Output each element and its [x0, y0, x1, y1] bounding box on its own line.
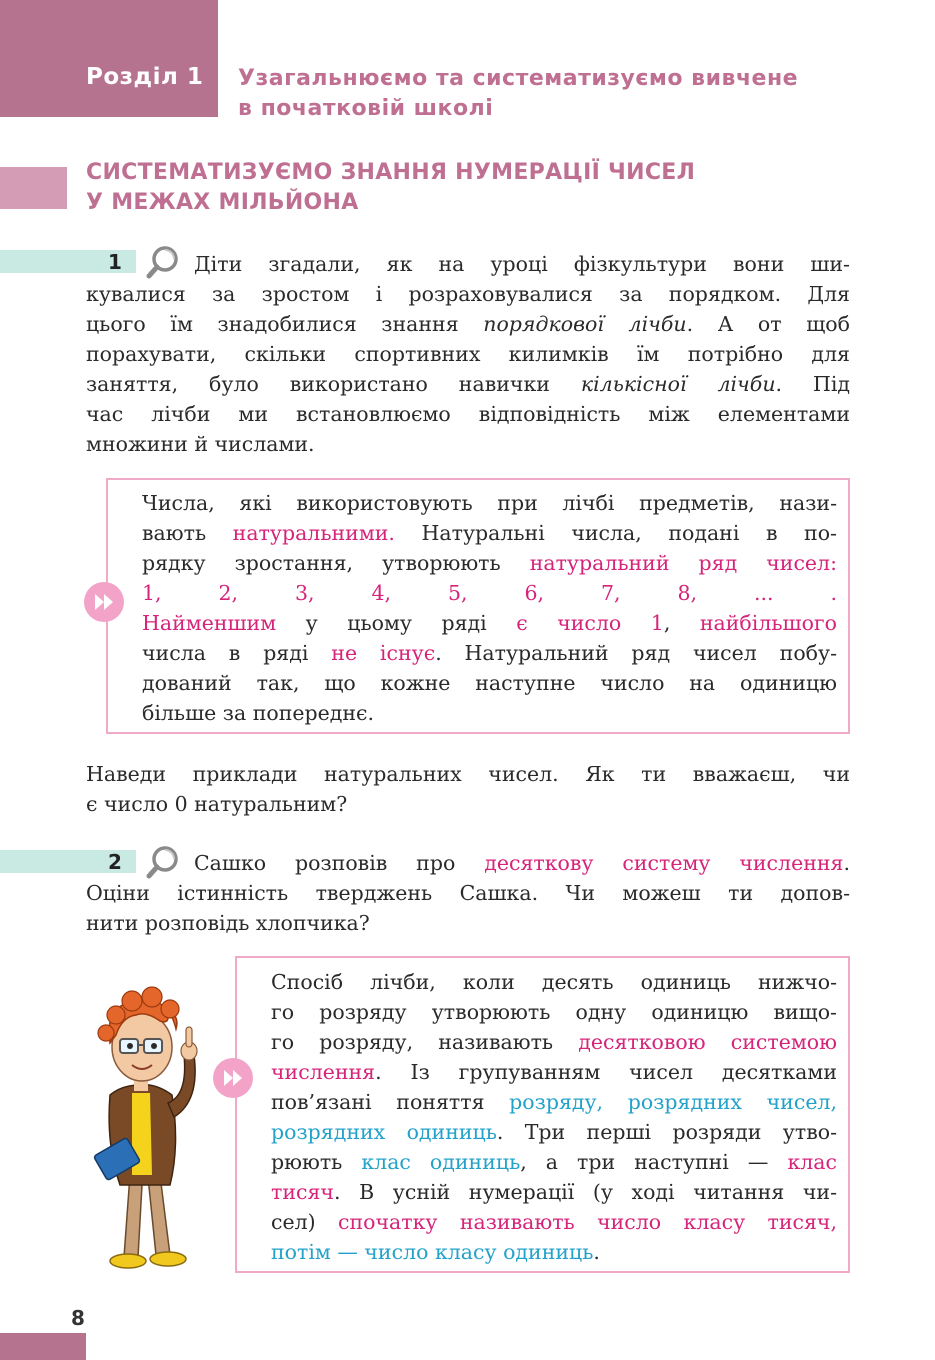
- fast-forward-icon: [213, 1058, 253, 1098]
- boy-teacher-illustration: [76, 985, 226, 1275]
- task1-text: Діти згадали, як на уроці фізкультури вони ши-: [194, 252, 850, 276]
- rule2-text: Спосіб лічби, коли десять одиниць нижчо- го розряду утворюють одну одиницю вищо- го розряду, називають десятковою системою числення. Із групуванням чисел десятками пов’язані поняття розряду, розрядних чисел, розрядних одиниць. Три перші розряди утво- рюють клас одиниць, а три наступні — клас тисяч. В усній нумерації (у ході читання чи- сел) спочатку називають число класу тисяч, потім — число класу одиниць.: [271, 970, 837, 1264]
- chapter-title: Узагальнюємо та систематизуємо вивчене в початковій школі: [238, 66, 799, 121]
- task2-text-body: Оціни істинність тверджень Сашка. Чи можеш ти допов- нити розповідь хлопчика?: [86, 881, 850, 935]
- chapter-label: Розділ 1: [86, 64, 204, 90]
- task1-text-body: кувалися за зростом і розраховувалися за порядком. Для цього їм знадобилися знання порядкової лічби. А от щоб порахувати, скільки спортивних килимків їм потрібно для заняття, було використано навички кількісної лічби. Під час лічби ми встановлюємо відповідність між елементами множини й числами.: [86, 282, 851, 456]
- magnifier-icon: [146, 845, 180, 879]
- question1-text: Наведи приклади натуральних чисел. Як ти вважаєш, чи є число 0 натуральним?: [86, 762, 850, 816]
- task2-text: Сашко розповів про десяткову систему числення.: [194, 851, 850, 875]
- topic-band: [0, 167, 67, 209]
- page-number: 8: [71, 1306, 85, 1330]
- rule1-text: Числа, які використовують при лічбі предметів, нази- вають натуральними. Натуральні числа, подані в по- рядку зростання, утворюють натуральний ряд чисел: 1, 2, 3, 4, 5, 6, 7, 8, ... . Найменшим у цьому ряді є число 1, найбільшого числа в ряді не існує. Натуральний ряд чисел побу- дований так, що кожне наступне число на одиницю більше за попереднє.: [142, 491, 837, 725]
- task-number: 1: [108, 250, 122, 274]
- magnifier-icon: [146, 245, 180, 279]
- topic-title: СИСТЕМАТИЗУЄМО ЗНАННЯ НУМЕРАЦІЇ ЧИСЕЛ У МЕЖАХ МІЛЬЙОНА: [86, 160, 696, 215]
- chapter-band: [0, 0, 218, 117]
- page-band: [0, 1333, 86, 1360]
- fast-forward-icon: [84, 582, 124, 622]
- task-number: 2: [108, 850, 122, 874]
